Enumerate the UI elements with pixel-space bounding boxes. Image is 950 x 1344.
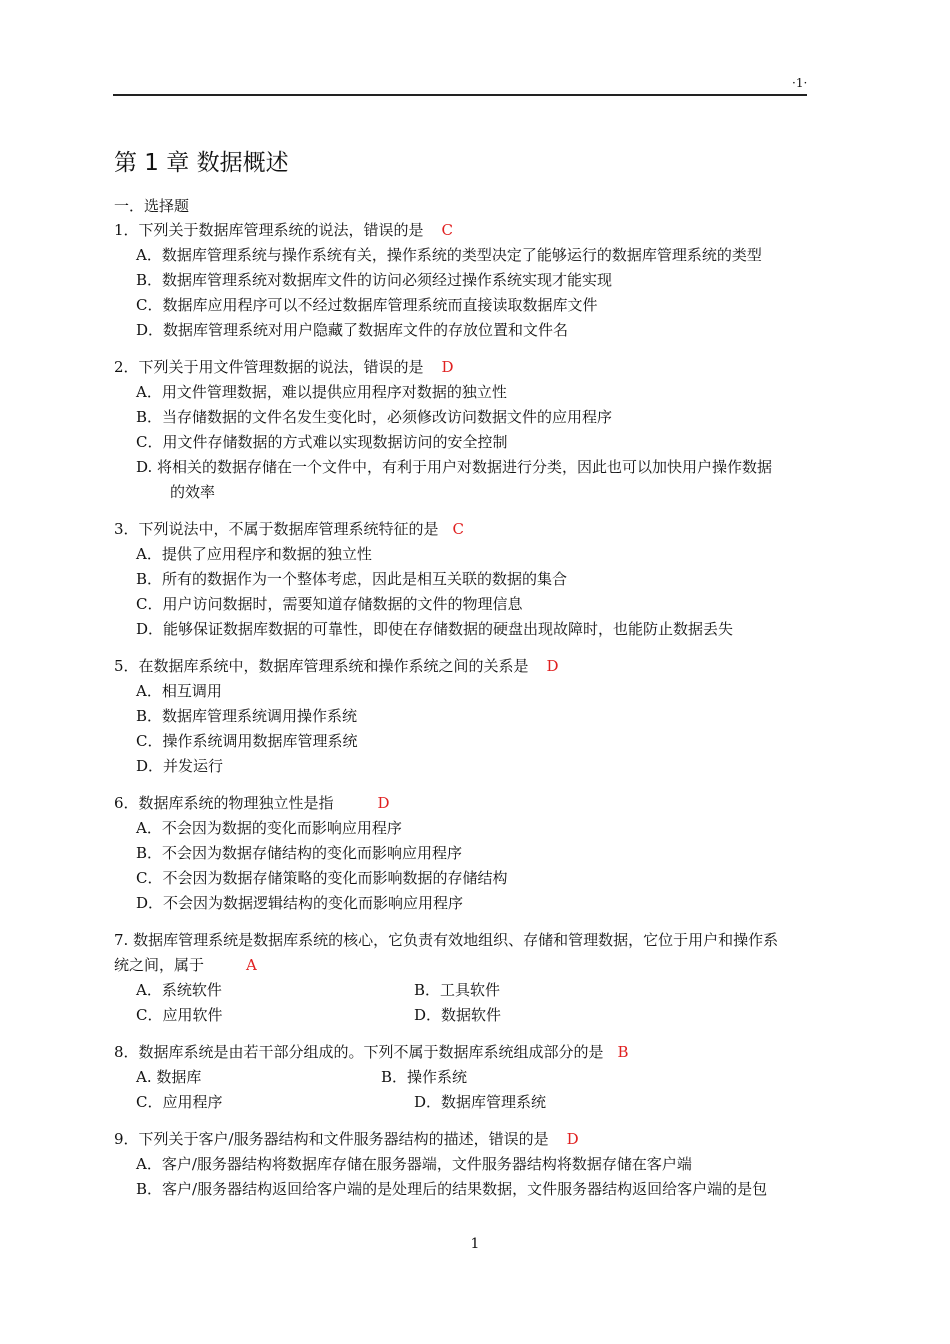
header-page-marker: ·1· <box>792 76 808 90</box>
answer-mark: C <box>452 520 465 538</box>
option: B．当存储数据的文件名发生变化时，必须修改访问数据文件的应用程序 <box>136 408 613 426</box>
option: C．应用软件 <box>136 1006 223 1024</box>
answer-mark: D <box>546 657 559 675</box>
option: C．不会因为数据存储策略的变化而影响数据的存储结构 <box>136 869 508 887</box>
option: A．提供了应用程序和数据的独立性 <box>136 545 372 563</box>
option-continuation: 的效率 <box>170 483 216 501</box>
option: A．相互调用 <box>136 682 222 700</box>
option: D．数据库管理系统 <box>414 1093 547 1111</box>
option: D. 将相关的数据存储在一个文件中，有利于用户对数据进行分类，因此也可以加快用户操作数据 <box>136 458 773 476</box>
option: B．操作系统 <box>381 1068 468 1086</box>
option: B．数据库管理系统调用操作系统 <box>136 707 358 725</box>
option: C．用文件存储数据的方式难以实现数据访问的安全控制 <box>136 433 508 451</box>
question-stem-continuation: 统之间，属于 A <box>114 956 257 974</box>
question-stem: 3．下列说法中，不属于数据库管理系统特征的是 C <box>114 520 465 538</box>
answer-mark: D <box>566 1130 579 1148</box>
question-stem: 1．下列关于数据库管理系统的说法，错误的是 C <box>114 221 454 239</box>
option: D．数据库管理系统对用户隐藏了数据库文件的存放位置和文件名 <box>136 321 569 339</box>
option: A．客户/服务器结构将数据库存储在服务器端，文件服务器结构将数据存储在客户端 <box>136 1155 692 1173</box>
option: A．用文件管理数据，难以提供应用程序对数据的独立性 <box>136 383 507 401</box>
option: A．系统软件 <box>136 981 222 999</box>
option: A．不会因为数据的变化而影响应用程序 <box>136 819 402 837</box>
option: D．能够保证数据库数据的可靠性，即使在存储数据的硬盘出现故障时，也能防止数据丢失 <box>136 620 734 638</box>
question-stem: 6．数据库系统的物理独立性是指 D <box>114 794 390 812</box>
question-stem: 2．下列关于用文件管理数据的说法，错误的是 D <box>114 358 454 376</box>
question-stem: 9．下列关于客户/服务器结构和文件服务器结构的描述，错误的是 D <box>114 1130 579 1148</box>
option: C．应用程序 <box>136 1093 223 1111</box>
option: B．客户/服务器结构返回给客户端的是处理后的结果数据，文件服务器结构返回给客户端的是包 <box>136 1180 768 1198</box>
answer-mark: A <box>246 956 257 974</box>
answer-mark: B <box>617 1043 629 1061</box>
answer-mark: C <box>441 221 454 239</box>
chapter-title: 第 1 章 数据概述 <box>114 150 289 176</box>
option: D．并发运行 <box>136 757 224 775</box>
question-stem: 8．数据库系统是由若干部分组成的。下列不属于数据库系统组成部分的是 B <box>114 1043 629 1061</box>
section-heading: 一．选择题 <box>114 197 190 215</box>
option: B．数据库管理系统对数据库文件的访问必须经过操作系统实现才能实现 <box>136 271 613 289</box>
footer-page-number: 1 <box>470 1236 480 1252</box>
option: D．不会因为数据逻辑结构的变化而影响应用程序 <box>136 894 464 912</box>
option: C．用户访问数据时，需要知道存储数据的文件的物理信息 <box>136 595 523 613</box>
answer-mark: D <box>377 794 390 812</box>
header-rule <box>113 94 807 96</box>
option: A. 数据库 <box>136 1068 202 1086</box>
option: B．工具软件 <box>414 981 501 999</box>
option: C．数据库应用程序可以不经过数据库管理系统而直接读取数据库文件 <box>136 296 598 314</box>
answer-mark: D <box>441 358 454 376</box>
option: B．不会因为数据存储结构的变化而影响应用程序 <box>136 844 463 862</box>
option: A．数据库管理系统与操作系统有关，操作系统的类型决定了能够运行的数据库管理系统的类型 <box>136 246 762 264</box>
question-stem: 5．在数据库系统中，数据库管理系统和操作系统之间的关系是 D <box>114 657 559 675</box>
question-stem: 7. 数据库管理系统是数据库系统的核心，它负责有效地组织、存储和管理数据，它位于用户和操作系 <box>114 931 779 949</box>
option: D．数据软件 <box>414 1006 502 1024</box>
option: B．所有的数据作为一个整体考虑，因此是相互关联的数据的集合 <box>136 570 568 588</box>
option: C．操作系统调用数据库管理系统 <box>136 732 358 750</box>
